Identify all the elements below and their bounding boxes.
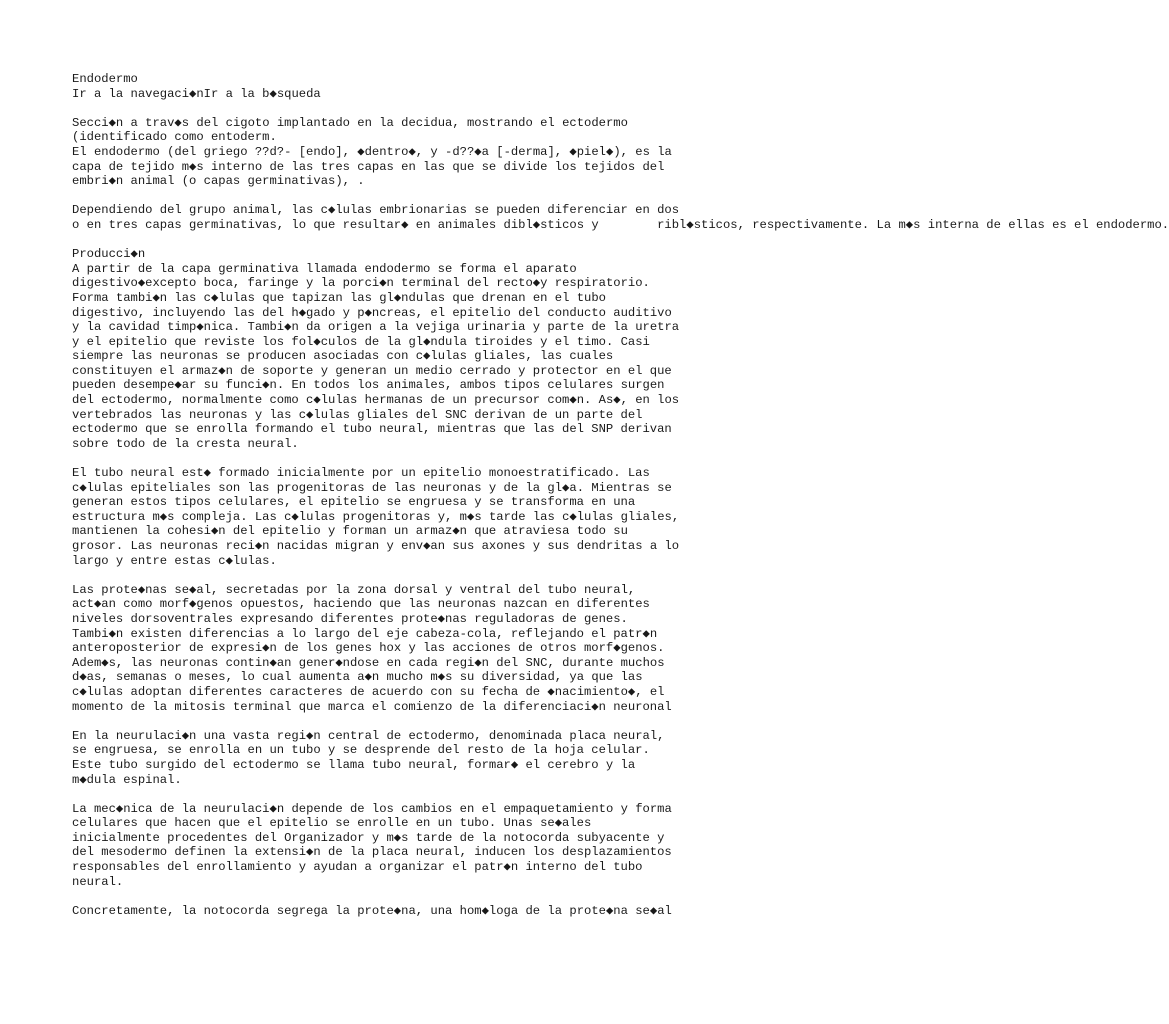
paragraph-signal-proteins: Las prote◆nas se◆al, secretadas por la zona dorsal y ventral del tubo neural, act◆an como morf◆genos opuestos, haciendo que las neuronas nazcan en diferentes niveles dorsoventrales expresando diferentes prote◆nas reguladoras de genes. Tambi◆n existen diferencias a lo largo del eje cabeza-cola, reflejando el patr◆n anteroposterior de expresi◆n de los genes hox y las acciones de otros morf◆genos. Adem◆s, las neuronas contin◆an gener◆ndose en cada regi◆n del SNC, durante muchos d◆as, semanas o meses, lo cual aumenta a◆n mucho m◆s su diversidad, ya que las c◆lulas adoptan diferentes caracteres de acuerdo con su fecha de ◆nacimiento◆, el momento de la mitosis terminal que marca el comienzo de la diferenciaci◆n neuronal [72,582,672,714]
paragraph-germ-layers: Dependiendo del grupo animal, las c◆lulas embrionarias se pueden diferenciar en dos o en tres capas germinativas, lo que resultar◆ en animales dibl◆sticos y ribl◆sticos, respectivamente. La m◆s interna de ellas es el endodermo. [72,203,1169,232]
paragraph-neural-tube: El tubo neural est◆ formado inicialmente por un epitelio monoestratificado. Las c◆lulas epiteliales son las progenitoras de las neuronas y de la gl◆a. Mientras se generan estos tipos celulares, el epitelio se engruesa y se transforma en una estructura m◆s compleja. Las c◆lulas progenitoras y, m◆s tarde las c◆lulas gliales, mantienen la cohesi◆n del epitelio y forman un armaz◆n que atraviesa todo su grosor. Las neuronas reci◆n nacidas migran y env◆an sus axones y sus dendritas a lo largo y entre estas c◆lulas. [72,466,680,568]
paragraph-neurulation: En la neurulaci◆n una vasta regi◆n central de ectodermo, denominada placa neural, se engruesa, se enrolla en un tubo y se desprende del resto de la hoja celular. Este tubo surgido del ectodermo se llama tubo neural, formar◆ el cerebro y la m◆dula espinal. [72,728,665,787]
paragraph-production: Producci◆n A partir de la capa germinativa llamada endodermo se forma el aparato digestivo◆excepto boca, faringe y la porci◆n terminal del recto◆y respiratorio. Forma tambi◆n las c◆lulas que tapizan las gl◆ndulas que drenan en el tubo digestivo, incluyendo las del h◆gado y p◆ncreas, el epitelio del conducto auditivo y la cavidad timp◆nica. Tambi◆n da origen a la vejiga urinaria y parte de la uretra y el epitelio que reviste los fol◆culos de la gl◆ndula tiroides y el timo. Casi siempre las neuronas se producen asociadas con c◆lulas gliales, las cuales constituyen el armaz◆n de soporte y generan un medio cerrado y protector en el que pueden desempe◆ar su funci◆n. En todos los animales, ambos tipos celulares surgen del ectodermo, normalmente como c◆lulas hermanas de un precursor com◆n. As◆, en los vertebrados las neuronas y las c◆lulas gliales del SNC derivan de un parte del ectodermo que se enrolla formando el tubo neural, mientras que las del SNP derivan sobre todo de la cresta neural. [72,247,680,451]
document-title: Endodermo [72,72,138,86]
document-page [72,72,1169,933]
paragraph-notochord: Concretamente, la notocorda segrega la prote◆na, una hom◆loga de la prote◆na se◆al [72,903,672,918]
paragraph-neurulation-mechanics: La mec◆nica de la neurulaci◆n depende de los cambios en el empaquetamiento y forma celulares que hacen que el epitelio se enrolle en un tubo. Unas se◆ales inicialmente procedentes del Organizador y m◆s tarde de la notocorda subyacente y del mesodermo definen la extensi◆n de la placa neural, inducen los desplazamientos responsables del enrollamiento y ayudan a organizar el patr◆n interno del tubo neural. [72,801,672,889]
navigation-links-text: Ir a la navegaci◆nIr a la b◆squeda [72,86,321,101]
paragraph-intro: Secci◆n a trav◆s del cigoto implantado en la decidua, mostrando el ectodermo (identificado como entoderm. El endodermo (del griego ??d?- [endo], ◆dentro◆, y -d??◆a [-derma], ◆piel◆), es la capa de tejido m◆s interno de las tres capas en las que se divide los tejidos del embri◆n animal (o capas germinativas), . [72,115,672,189]
